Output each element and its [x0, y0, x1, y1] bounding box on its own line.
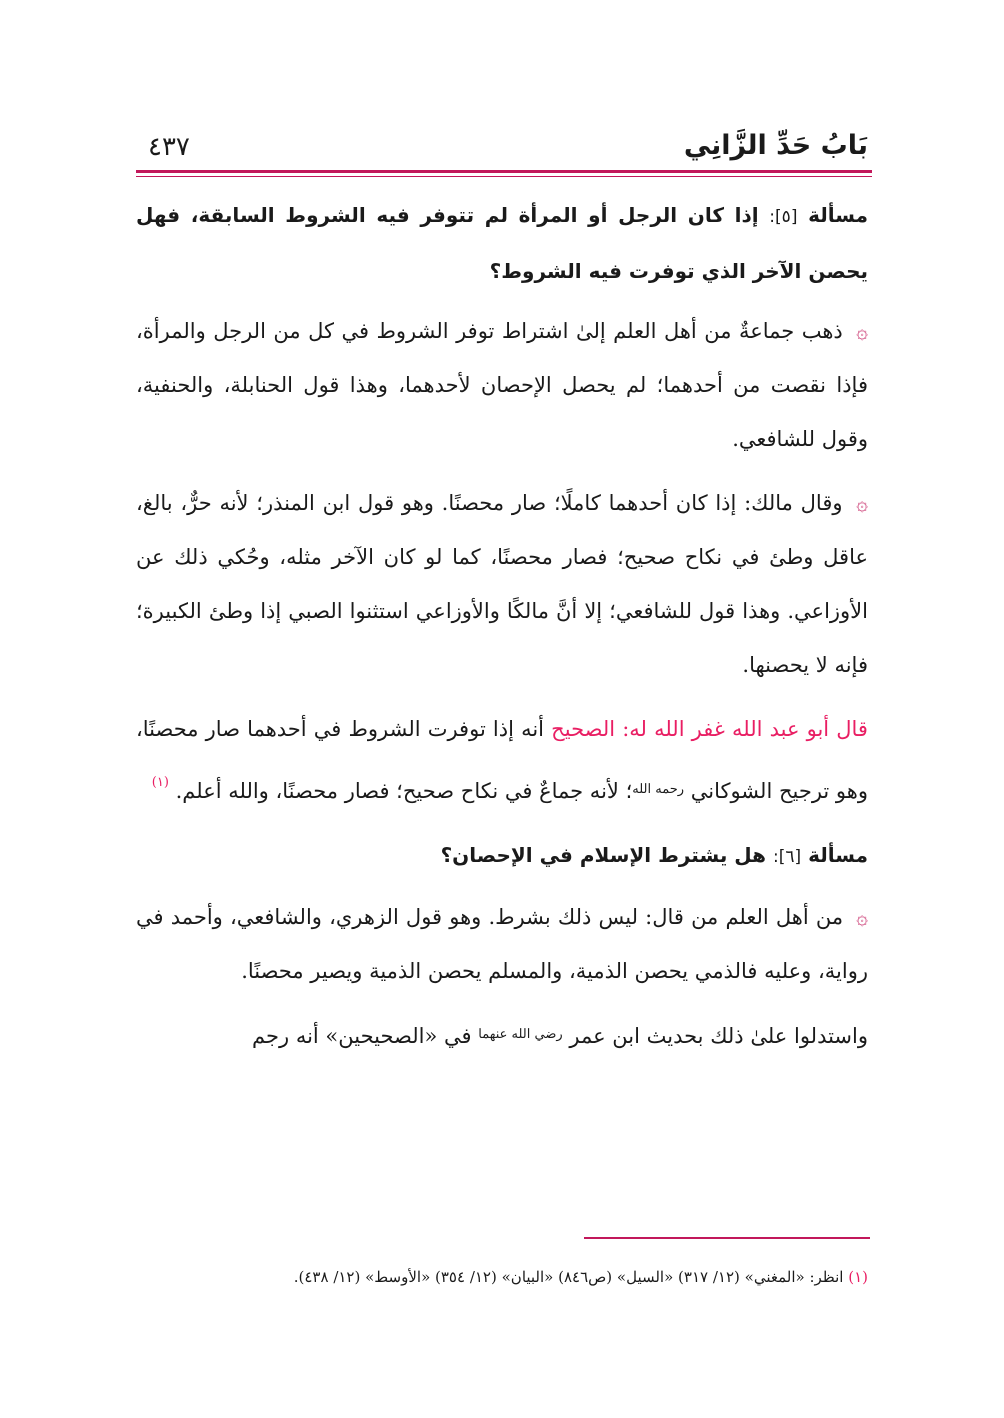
ornament-bullet-icon: ۞ [856, 905, 868, 929]
paragraph-text: ذهب جماعةٌ من أهل العلم إلىٰ اشتراط توفر الشروط في كل من الرجل والمرأة، فإذا نقصت من أحدهما؛ لم يحصل الإحصان لأحدهما، وهذا قول الحنابلة، والحنفية، وقول للشافعي. [136, 319, 868, 451]
footnote-rule [584, 1237, 870, 1239]
honorific-glyph: رضي الله عنهما [478, 1027, 563, 1042]
question-heading [136, 828, 868, 884]
page-header [136, 122, 868, 172]
author-paragraph [136, 702, 868, 818]
paragraph [136, 304, 868, 466]
sahih-label: الصحيح [551, 717, 616, 741]
question-label: مسألة [808, 203, 868, 227]
paragraph [136, 1008, 868, 1063]
ornament-bullet-icon: ۞ [856, 319, 868, 343]
paragraph-text: أنه إذا توفرت الشروط في أحدهما صار محصنًا، وهو ترجيح الشوكاني [136, 717, 868, 803]
paragraph [136, 476, 868, 692]
footnote [136, 1268, 868, 1286]
honorific-glyph: رحمه الله [632, 782, 685, 797]
paragraph-text: ؛ لأنه جماعٌ في نكاح صحيح؛ فصار محصنًا، والله أعلم. [175, 779, 633, 803]
author-attribution: قال أبو عبد الله غفر الله له: [622, 717, 868, 741]
footnote-text: انظر: «المغني» (١٢/ ٣١٧) «السيل» (ص٨٤٦) «البيان» (١٢/ ٣٥٤) «الأوسط» (١٢/ ٤٣٨). [293, 1268, 844, 1286]
footnote-reference[interactable]: (١) [151, 775, 169, 790]
page-number: ٤٣٧ [148, 132, 190, 162]
question-heading [136, 188, 868, 298]
question-number: [٦]: [772, 847, 802, 867]
question-text: هل يشترط الإسلام في الإحصان؟ [440, 843, 767, 867]
paragraph [136, 890, 868, 998]
paragraph-text: وقال مالك: إذا كان أحدهما كاملًا؛ صار محصنًا. وهو قول ابن المنذر؛ لأنه حرٌّ، بالغ، عاقل وطئ في نكاح صحيح؛ فصار محصنًا، كما لو كان الآخر مثله، وحُكي ذلك عن الأوزاعي. وهذا قول للشافعي؛ إلا أنَّ مالكًا والأوزاعي استثنوا الصبي إذا وطئ الكبيرة؛ فإنه لا يحصنها. [136, 491, 868, 677]
ornament-bullet-icon: ۞ [856, 491, 868, 515]
page-body [136, 188, 868, 1073]
question-label: مسألة [808, 843, 868, 867]
paragraph-text: في «الصحيحين» أنه رجم [252, 1024, 472, 1048]
question-text: إذا كان الرجل أو المرأة لم تتوفر فيه الشروط السابقة، فهل يحصن الآخر الذي توفرت فيه الشروط؟ [136, 203, 868, 283]
question-number: [٥]: [769, 207, 798, 227]
paragraph-text: واستدلوا علىٰ ذلك بحديث ابن عمر [569, 1024, 868, 1048]
chapter-title: بَابُ حَدِّ الزَّانِي [683, 130, 868, 161]
header-rule-thick [136, 170, 872, 173]
paragraph-text: من أهل العلم من قال: ليس ذلك بشرط. وهو قول الزهري، والشافعي، وأحمد في رواية، وعليه فالذمي يحصن الذمية، والمسلم يحصن الذمية ويصير محصنًا. [136, 905, 868, 983]
footnote-number: (١) [848, 1268, 868, 1286]
header-rule-thin [136, 176, 872, 177]
